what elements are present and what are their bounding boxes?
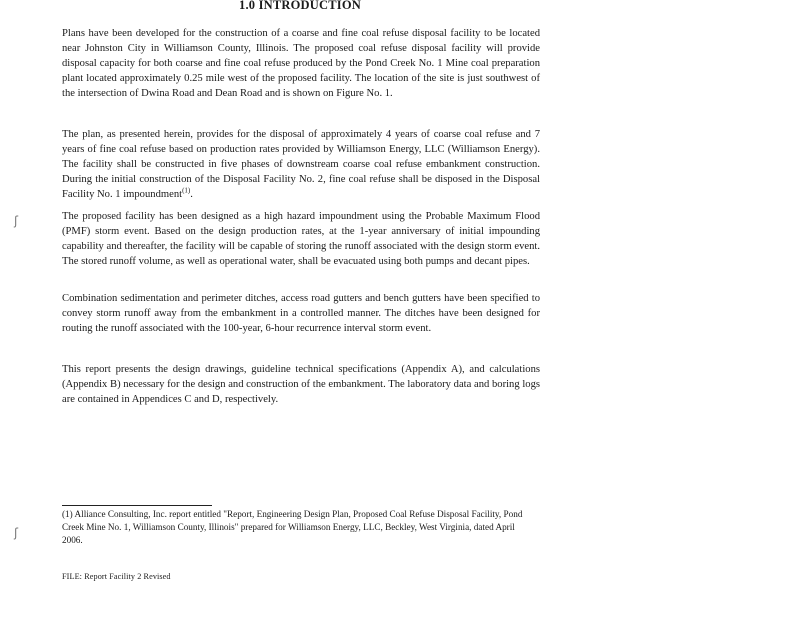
paragraph-report-contents: This report presents the design drawings, guideline technical specifications (Appendix A), and calculations (Appendix B) necessary for the design and construction of the embankment. The laboratory data and boring logs are contained in Appendices C and D, respectively. <box>62 364 540 405</box>
margin-annotation-mark-lower: ʃ <box>14 526 19 540</box>
paragraph-disposal-plan-text: The plan, as presented herein, provides for the disposal of approximately 4 years of coarse coal refuse and 7 years of fine coal refuse based on production rates provided by Williamson Energy, LLC (Williamson Energy). The facility shall be constructed in five phases of downstream coarse coal refuse embankment construction. During the initial construction of the Disposal Facility No. 2, fine coal refuse shall be disposed in the Disposal Facility No. 1 impoundment <box>62 129 540 200</box>
paragraph-drainage-ditches: Combination sedimentation and perimeter ditches, access road gutters and bench gutters have been specified to convey storm runoff away from the embankment in a controlled manner. The ditches have been designed for routing the runoff associated with the 100-year, 6-hour recurrence interval storm event. <box>62 293 540 334</box>
paragraph-disposal-plan: The plan, as presented herein, provides for the disposal of approximately 4 years of coarse coal refuse and 7 years of fine coal refuse based on production rates provided by Williamson Energy, LLC (Williamson Energy). The facility shall be constructed in five phases of downstream coarse coal refuse embankment construction. During the initial construction of the Disposal Facility No. 2, fine coal refuse shall be disposed in the Disposal Facility No. 1 impoundment$^{(1)}$. <box>62 129 540 200</box>
file-label: FILE: Report Facility 2 Revised <box>62 572 171 581</box>
footnote-text: (1) Alliance Consulting, Inc. report entitled "Report, Engineering Design Plan, Proposed Coal Refuse Disposal Facility, Pond Creek Mine No. 1, Williamson County, Illinois" prepared for Williamson Energy, LLC, Beckley, West Virginia, dated April 2006. <box>62 509 523 545</box>
paragraph-hazard-design: The proposed facility has been designed as a high hazard impoundment using the Probable Maximum Flood (PMF) storm event. Based on the design production rates, at the 1-year anniversary of initial impounding capability and thereafter, the facility will be capable of storing the runoff associated with the design storm event. The stored runoff volume, as well as operational water, shall be evacuated using both pumps and decant pipes. <box>62 211 540 267</box>
footnote-divider <box>62 505 212 506</box>
paragraph-site-description: Plans have been developed for the construction of a coarse and fine coal refuse disposal facility to be located near Johnston City in Williamson County, Illinois. The proposed coal refuse disposal facility will provide disposal capacity for both coarse and fine coal refuse produced by the Pond Creek No. 1 Mine coal preparation plant located approximately 0.25 mile west of the proposed facility. The location of the site is just southwest of the intersection of Dwina Road and Dean Road and is shown on Figure No. 1. <box>62 28 540 99</box>
footnote-reference: (1) <box>182 186 191 195</box>
section-heading: 1.0 INTRODUCTION <box>239 0 361 12</box>
margin-annotation-mark: ʃ <box>14 214 19 228</box>
